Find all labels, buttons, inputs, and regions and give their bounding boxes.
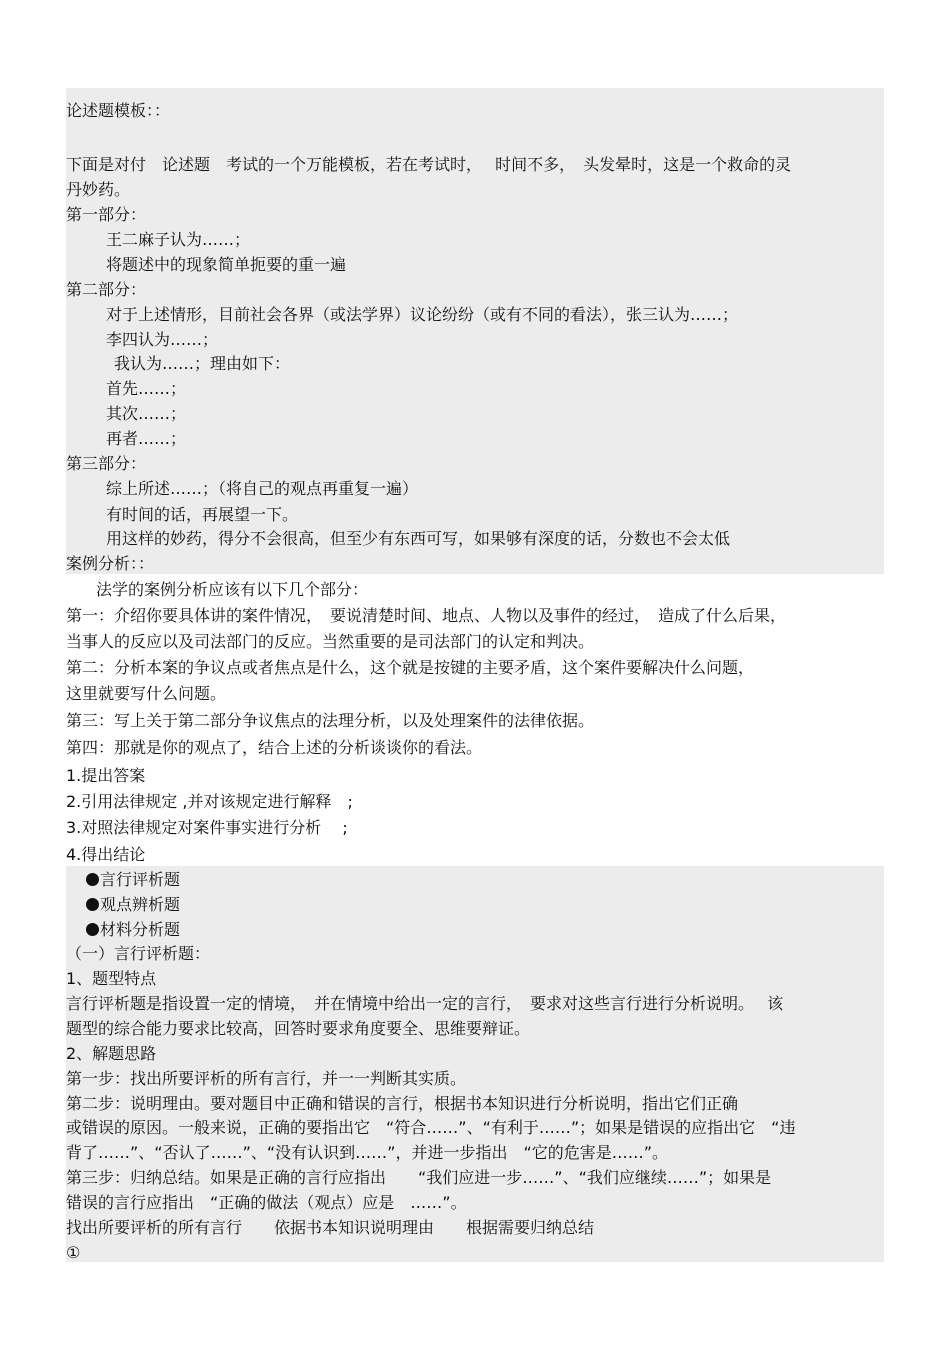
- part-one-line-1: 王二麻子认为……；: [106, 230, 251, 249]
- bullet-label: 言行评析题: [100, 870, 181, 889]
- case-item-2-line-1: 第二：分析本案的争议点或者焦点是什么，这个就是按键的主要矛盾，这个案件要解决什么问题，: [66, 658, 755, 677]
- part-one-heading: 第一部分：: [66, 205, 147, 224]
- step-3: 3.对照法律规定对案件事实进行分析 ;: [66, 818, 348, 837]
- intro-line-1: 下面是对付 论述题 考试的一个万能模板，若在考试时， 时间不多， 头发晕时，这是一个救命的灵: [66, 155, 792, 174]
- part-two-line-1: 对于上述情形，目前社会各界（或法学界）议论纷纷（或有不同的看法），张三认为……；: [106, 305, 739, 324]
- step-4: 4.得出结论: [66, 845, 146, 864]
- case-item-3: 第三：写上关于第二部分争议焦点的法理分析，以及处理案件的法律依据。: [66, 711, 595, 730]
- features-line-2: 题型的综合能力要求比较高，回答时要求角度要全、思维要辩证。: [66, 1019, 531, 1038]
- case-analysis-title: 案例分析：：: [66, 554, 155, 573]
- step-2: 2.引用法律规定 ,并对该规定进行解释 ;: [66, 792, 353, 811]
- bullet-icon: [86, 873, 99, 886]
- step-1: 1.提出答案: [66, 766, 146, 785]
- circled-number: ①: [66, 1243, 81, 1262]
- part-two-heading: 第二部分：: [66, 280, 147, 299]
- approach-step-2-line-3: 背了……”、“否认了……”、“没有认识到……”，并进一步指出 “它的危害是……”。: [66, 1143, 669, 1162]
- bullet-icon: [86, 923, 99, 936]
- summary-flow: 找出所要评析的所有言行 依据书本知识说明理由 根据需要归纳总结: [66, 1218, 595, 1237]
- bullet-item-1: [86, 870, 180, 890]
- part-two-line-6: 再者……；: [106, 429, 187, 448]
- features-line-1: 言行评析题是指设置一定的情境， 并在情境中给出一定的言行， 要求对这些言行进行分析说明。 该: [66, 994, 784, 1013]
- part-three-line-3: 用这样的妙药，得分不会很高，但至少有东西可写，如果够有深度的话，分数也不会太低: [106, 529, 731, 548]
- part-two-line-4: 首先……；: [106, 379, 187, 398]
- part-two-line-5: 其次……；: [106, 404, 187, 423]
- approach-step-1: 第一步：找出所要评析的所有言行，并一一判断其实质。: [66, 1069, 467, 1088]
- part-two-line-3: 我认为……；理由如下：: [114, 354, 291, 373]
- subheading-approach: 2、解题思路: [66, 1044, 157, 1063]
- approach-step-3-line-1: 第三步：归纳总结。如果是正确的言行应指出 “我们应进一步……”、“我们应继续……”；如果是: [66, 1168, 772, 1187]
- part-one-line-2: 将题述中的现象简单扼要的重一遍: [106, 255, 347, 274]
- case-item-1-line-1: 第一：介绍你要具体讲的案件情况， 要说清楚时间、地点、人物以及事件的经过， 造成了什么后果，: [66, 606, 787, 625]
- bullet-label: 材料分析题: [100, 920, 181, 939]
- case-intro: 法学的案例分析应该有以下几个部分：: [96, 580, 369, 599]
- bullet-label: 观点辨析题: [100, 895, 181, 914]
- case-item-2-line-2: 这里就要写什么问题。: [66, 684, 227, 703]
- bullet-icon: [86, 898, 99, 911]
- part-three-line-1: 综上所述……；（将自己的观点再重复一遍）: [106, 479, 419, 498]
- template-title: 论述题模板：：: [66, 101, 171, 120]
- section-heading: （一）言行评析题：: [66, 944, 211, 963]
- part-three-heading: 第三部分：: [66, 454, 147, 473]
- approach-step-2-line-1: 第二步：说明理由。要对题目中正确和错误的言行，根据书本知识进行分析说明，指出它们正确: [66, 1094, 739, 1113]
- approach-step-3-line-2: 错误的言行应指出 “正确的做法（观点）应是 ……”。: [66, 1193, 467, 1212]
- approach-step-2-line-2: 或错误的原因。一般来说，正确的要指出它 “符合……”、“有利于……”；如果是错误的应指出它 “违: [66, 1118, 796, 1137]
- subheading-features: 1、题型特点: [66, 969, 157, 988]
- case-item-1-line-2: 当事人的反应以及司法部门的反应。当然重要的是司法部门的认定和判决。: [66, 632, 595, 651]
- bullet-item-2: [86, 895, 180, 915]
- intro-line-2: 丹妙药。: [66, 180, 131, 199]
- part-three-line-2: 有时间的话，再展望一下。: [106, 505, 299, 524]
- bullet-item-3: [86, 920, 180, 940]
- case-item-4: 第四：那就是你的观点了，结合上述的分析谈谈你的看法。: [66, 738, 483, 757]
- part-two-line-2: 李四认为……；: [106, 330, 219, 349]
